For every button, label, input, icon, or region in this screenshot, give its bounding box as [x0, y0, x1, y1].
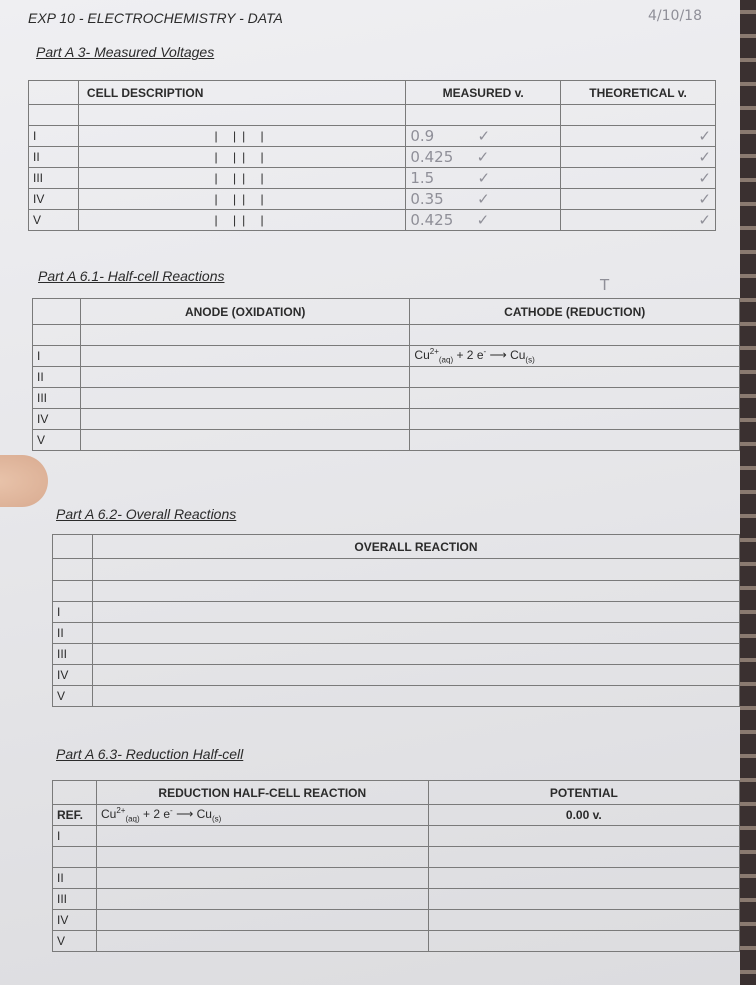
table-row: I $Cu^{2+}_{(aq)} + 2$ e- ⟶ $Cu_{(s)}$ — [33, 346, 740, 367]
measured-voltages-table — [28, 80, 716, 231]
table-row-ref — [53, 805, 740, 826]
table-row: III — [53, 889, 740, 910]
reduction-half-cell-table — [52, 780, 740, 952]
measured-value: 0.425 — [410, 148, 454, 166]
column-header-reduction-reaction: REDUCTION HALF-CELL REACTION — [96, 781, 428, 805]
reaction-arrow: ⟶ — [176, 807, 194, 822]
table-row: IV — [33, 409, 740, 430]
part-a63-title: Part A 6.3- Reduction Half-cell — [56, 746, 244, 762]
part-a3-title: Part A 3- Measured Voltages — [36, 44, 215, 60]
notebook-spiral — [740, 0, 756, 985]
handwritten-annotation: T — [600, 276, 610, 294]
blank-cell — [29, 81, 79, 105]
check-mark: ✓ — [476, 211, 490, 229]
reaction-arrow: ⟶ — [489, 348, 507, 363]
measured-value: 0.35 — [410, 190, 444, 208]
check-mark: ✓ — [477, 127, 491, 145]
handwritten-date: 4/10/18 — [648, 8, 702, 24]
part-a62-title: Part A 6.2- Overall Reactions — [56, 506, 237, 522]
column-header-measured: MEASURED v. — [406, 81, 561, 105]
table-row: V — [53, 931, 740, 952]
overall-reactions-table — [52, 534, 740, 707]
check-mark: ✓ — [477, 169, 491, 187]
check-mark: ✓ — [698, 211, 711, 229]
table-row: III — [33, 388, 740, 409]
column-header-cell-description: CELL DESCRIPTION — [78, 81, 405, 105]
ref-potential: 0.00 v. — [428, 805, 739, 826]
table-row: IV — [53, 910, 740, 931]
cathode-reaction-example: $Cu^{2+}_{(aq)} + 2$ e- ⟶ $Cu_{(s)}$ — [410, 346, 740, 367]
check-mark: ✓ — [476, 148, 490, 166]
table-row: III | || | 1.5 ✓ ✓ — [29, 168, 716, 189]
column-header-theoretical: THEORETICAL v. — [561, 81, 716, 105]
table-row: I | || | 0.9 ✓ ✓ — [29, 126, 716, 147]
ref-reaction: $Cu^{2+}_{(aq)} + 2$ e- ⟶ $Cu_{(s)}$ — [96, 805, 428, 826]
measured-value: 1.5 — [410, 169, 435, 187]
check-mark: ✓ — [698, 190, 711, 208]
table-row: IV | || | 0.35 ✓ ✓ — [29, 189, 716, 210]
table-row: II — [53, 623, 740, 644]
table-row: V — [33, 430, 740, 451]
column-header-potential: POTENTIAL — [428, 781, 739, 805]
table-row: I — [53, 826, 740, 847]
part-a61-title: Part A 6.1- Half-cell Reactions — [38, 268, 225, 284]
table-row: II | || | 0.425 ✓ ✓ — [29, 147, 716, 168]
half-cell-reactions-table — [32, 298, 740, 451]
measured-value: 0.9 — [410, 127, 435, 145]
table-row: V | || | 0.425 ✓ ✓ — [29, 210, 716, 231]
check-mark: ✓ — [698, 169, 711, 187]
column-header-overall-reaction: OVERALL REACTION — [92, 535, 739, 559]
table-row: V — [53, 686, 740, 707]
column-header-cathode: CATHODE (REDUCTION) — [410, 299, 740, 325]
ref-label: REF. — [53, 805, 97, 826]
table-row: IV — [53, 665, 740, 686]
check-mark: ✓ — [698, 127, 711, 145]
column-header-anode: ANODE (OXIDATION) — [80, 299, 410, 325]
table-row: II — [53, 868, 740, 889]
table-row: I — [53, 602, 740, 623]
page-title: EXP 10 - ELECTROCHEMISTRY - DATA — [28, 10, 283, 26]
table-row: III — [53, 644, 740, 665]
table-row: II — [33, 367, 740, 388]
check-mark: ✓ — [698, 148, 711, 166]
measured-value: 0.425 — [410, 211, 454, 229]
check-mark: ✓ — [477, 190, 490, 208]
